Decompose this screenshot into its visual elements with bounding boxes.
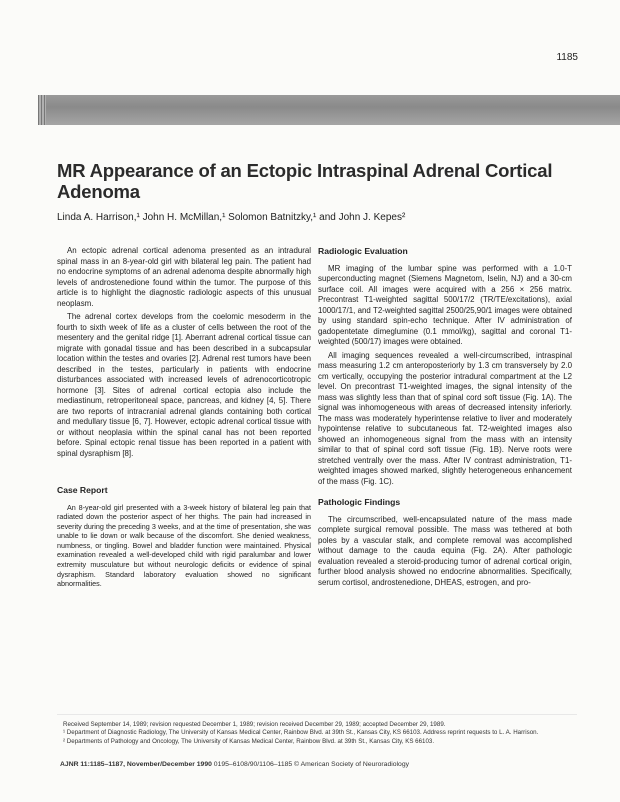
case-report-heading: Case Report	[57, 485, 108, 495]
journal-citation: AJNR 11:1185–1187, November/December 1990	[60, 761, 212, 768]
footnote-1: ¹ Department of Diagnostic Radiology, The University of Kansas Medical Center, Rainbow Blvd. at 39th St., Kansas City, KS 66103. Address reprint requests to L. A. Harrison.	[63, 729, 539, 737]
author-list: Linda A. Harrison,¹ John H. McMillan,¹ Solomon Batnitzky,¹ and John J. Kepes²	[57, 212, 406, 223]
abstract-paragraph: An ectopic adrenal cortical adenoma presented as an intradural spinal mass in an 8-year-old girl with bilateral leg pain. The patient had no endocrine symptoms of an adrenal adenoma despite abnormally high levels of androstenedione found within the tumor. The purpose of this article is to highlight the diagnostic radiologic aspects of this unusual neoplasm.	[57, 246, 311, 308]
received-dates: Received September 14, 1989; revision requested December 1, 1989; revision received December 29, 1989; accepted December 29, 1989.	[63, 721, 446, 728]
pathologic-paragraph-1: The circumscribed, well-encapsulated nature of the mass made complete surgical removal possible. The mass was tethered at both poles by a vascular stalk, and complete removal was accomplished without damage to the cauda equina (Fig. 2A). After pathologic evaluation revealed a steroid-producing tumor of adrenal cortical origin, further blood analysis showed no endocrine abnormalities. Specifically, serum cortisol, androstenedione, DHEAS, estrogen, and pro-	[318, 514, 572, 587]
article-title: MR Appearance of an Ectopic Intraspinal Adrenal Cortical Adenoma	[57, 160, 553, 202]
journal-issn-copyright: 0195–6108/90/1106–1185 © American Society of Neuroradiology	[211, 761, 409, 768]
page-number: 1185	[556, 52, 578, 63]
radiologic-paragraph-1: MR imaging of the lumbar spine was performed with a 1.0-T superconducting magnet (Siemens Magnetom, Iselin, NJ) and a 30-cm surface coil. All images were acquired with a 256 × 256 matrix. Precontrast T1-weighted sagittal 500/17/2 (TR/TE/excitations), axial 1000/17/1, and T2-weighted sagittal 2500/25,90/1 images were obtained by using standard spin-echo technique. After IV administration of gadopentetate dimeglumine (0.1 mmol/kg), sagittal and coronal T1-weighted (500/17) images were obtained.	[318, 263, 572, 346]
journal-citation-line	[60, 761, 580, 768]
left-column	[57, 246, 311, 592]
header-banner	[38, 95, 620, 125]
right-column	[318, 246, 572, 591]
footnotes	[57, 721, 577, 746]
footnote-divider	[57, 714, 577, 715]
pathologic-findings-heading: Pathologic Findings	[318, 497, 401, 507]
case-report-paragraph: An 8-year-old girl presented with a 3-week history of bilateral leg pain that radiated down the posterior aspect of her thighs. The pain had increased in severity during the preceding 3 weeks, and at the time of presentation, she was unable to lie down or walk because of the discomfort. She denied weakness, numbness, or tingling. Bowel and bladder function were maintained. Physical examination revealed a well-developed child with rigid paralumbar and lower extremity musculature but without neurologic deficits or evidence of spinal dysraphism. Standard laboratory evaluation showed no significant abnormalities.	[57, 502, 311, 589]
intro-paragraph: The adrenal cortex develops from the coelomic mesoderm in the fourth to sixth week of life as a cluster of cells between the root of the mesentery and the genital ridge [1]. Aberrant adrenal cortical tissue can migrate with gonadal tissue and has been described in a subcapsular location within the testes and ovaries [2]. Adrenal rest tumors have been described in the testes, particularly in patients with endocrine disturbances associated with increased levels of adrenocorticotropic hormone [3]. Sites of adrenal cortical ectopia also include the mediastinum, retroperitoneal space, pancreas, and kidney [4, 5]. There are two reports of intracranial adrenal glands containing both cortical and medullary tissue [6, 7]. However, ectopic adrenal cortical tissue with or without neoplasia within the spinal canal has not been reported before. Spinal ectopic renal tissue has been reported in a patient with spinal dysraphism [8].	[57, 312, 311, 458]
footnote-2: ² Departments of Pathology and Oncology, The University of Kansas Medical Center, Rainbow Blvd. at 39th St., Kansas City, KS 66103.	[63, 737, 435, 745]
radiologic-paragraph-2: All imaging sequences revealed a well-circumscribed, intraspinal mass measuring 1.2 cm anteroposteriorly by 1.3 cm transversely by 2.0 cm vertically, occupying the posterior intradural compartment at the L2 level. On precontrast T1-weighted images, the signal intensity of the mass was slightly less than that of spinal cord soft tissue (Fig. 1A). The signal was inhomogeneous with areas of decreased intensity inferiorly. The mass was moderately hyperintense relative to liver and moderately hypointense relative to subcutaneous fat. T2-weighted images also showed an inhomogeneous signal from the mass with an intensity similar to that of spinal cord soft tissue (Fig. 1B). Nerve roots were stretched ventrally over the mass. After IV contrast administration, T1-weighted images showed marked, slightly heterogeneous enhancement of the mass (Fig. 1C).	[318, 350, 572, 486]
radiologic-evaluation-heading: Radiologic Evaluation	[318, 246, 408, 256]
